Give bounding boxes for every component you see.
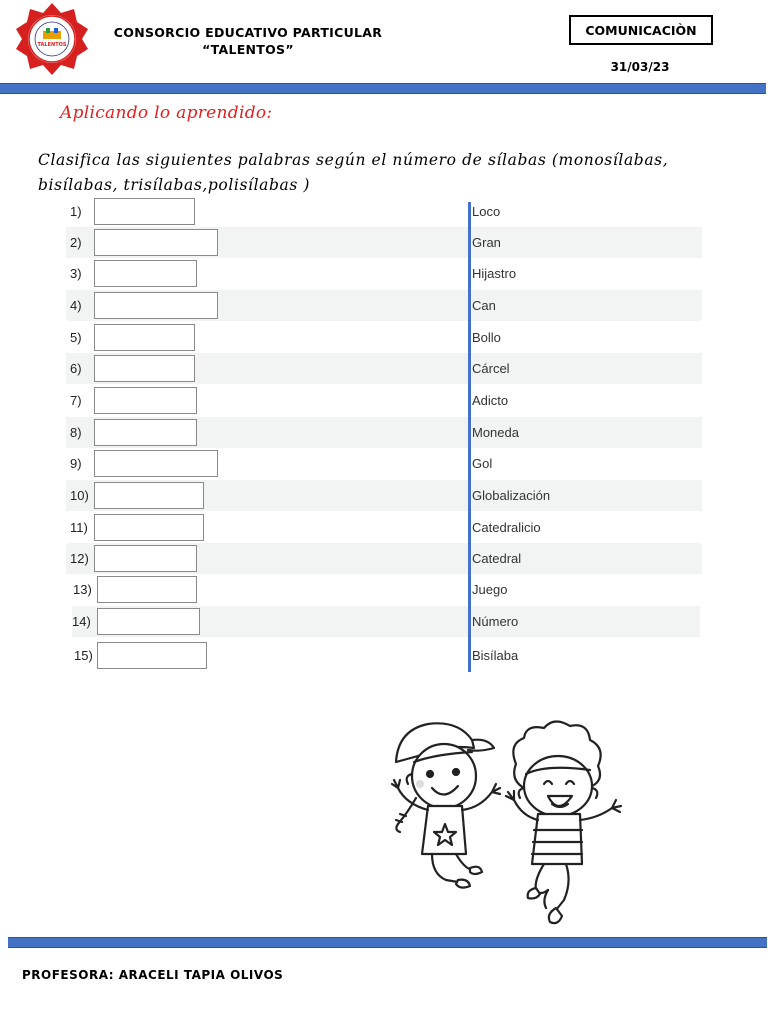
row-word: Moneda <box>472 425 519 440</box>
bottom-divider-band <box>8 937 767 948</box>
school-logo-icon <box>12 2 92 76</box>
row-number: 11) <box>70 520 88 535</box>
exercise-row <box>66 227 702 258</box>
answer-box[interactable] <box>94 355 195 382</box>
row-word: Catedralicio <box>472 520 541 535</box>
row-number: 10) <box>70 488 89 503</box>
exercise-row <box>66 448 702 479</box>
row-word: Loco <box>472 204 501 219</box>
subject-box: COMUNICACIÒN <box>569 15 713 45</box>
row-number: 12) <box>70 551 89 566</box>
exercise-row <box>66 480 702 511</box>
answer-box[interactable] <box>94 514 204 541</box>
exercise-row <box>66 543 702 574</box>
instructions-line2: bisílabas, trisílabas,polisílabas ) <box>38 176 311 194</box>
exercise-row <box>66 322 702 353</box>
top-divider-band <box>0 83 766 94</box>
kids-illustration-icon <box>376 704 638 930</box>
row-number: 1) <box>70 204 82 219</box>
answer-box[interactable] <box>94 292 218 319</box>
exercise-row <box>66 574 702 605</box>
answer-box[interactable] <box>94 198 195 225</box>
exercise-row <box>66 417 702 448</box>
row-number: 14) <box>72 614 91 629</box>
date: 31/03/23 <box>610 60 670 74</box>
row-number: 8) <box>70 425 82 440</box>
row-word: Bollo <box>472 330 501 345</box>
instructions <box>38 148 718 198</box>
exercise-row <box>72 606 700 637</box>
row-word: Adicto <box>472 393 509 408</box>
row-number: 9) <box>70 456 82 471</box>
row-word: Catedral <box>472 551 522 566</box>
answer-box[interactable] <box>97 576 197 603</box>
column-divider <box>468 202 471 672</box>
school-name-line1: CONSORCIO EDUCATIVO PARTICULAR <box>113 25 383 40</box>
teacher-name: PROFESORA: ARACELI TAPIA OLIVOS <box>22 968 284 982</box>
answer-box[interactable] <box>94 387 197 414</box>
logo-text: TALENTOS <box>37 42 67 48</box>
row-number: 4) <box>70 298 82 313</box>
answer-box[interactable] <box>94 545 197 572</box>
answer-box[interactable] <box>94 450 218 477</box>
row-word: Cárcel <box>472 361 510 376</box>
school-name <box>100 24 396 58</box>
row-number: 7) <box>70 393 82 408</box>
row-word: Gol <box>472 456 493 471</box>
exercise-row <box>66 640 702 671</box>
exercise-row <box>66 290 702 321</box>
row-word: Bisílaba <box>472 648 519 663</box>
row-number: 13) <box>73 582 92 597</box>
exercise-row <box>66 512 702 543</box>
exercise-row <box>66 258 702 289</box>
exercise-row <box>66 353 702 384</box>
row-word: Hijastro <box>472 266 517 281</box>
answer-box[interactable] <box>97 642 207 669</box>
answer-box[interactable] <box>94 260 197 287</box>
section-subtitle: Aplicando lo aprendido: <box>60 103 273 123</box>
row-word: Globalización <box>472 488 551 503</box>
row-word: Can <box>472 298 496 313</box>
row-word: Número <box>472 614 519 629</box>
answer-box[interactable] <box>94 324 195 351</box>
row-number: 15) <box>74 648 93 663</box>
answer-box[interactable] <box>94 482 204 509</box>
row-number: 6) <box>70 361 82 376</box>
exercise-row <box>66 385 702 416</box>
row-word: Juego <box>472 582 508 597</box>
instructions-line1: Clasifica las siguientes palabras según el número de sílabas (monosílabas, <box>38 151 669 169</box>
school-name-line2: “TALENTOS” <box>202 42 294 57</box>
answer-box[interactable] <box>97 608 200 635</box>
answer-box[interactable] <box>94 419 197 446</box>
row-number: 5) <box>70 330 82 345</box>
exercise-row <box>66 196 702 227</box>
answer-box[interactable] <box>94 229 218 256</box>
row-number: 2) <box>70 235 82 250</box>
row-word: Gran <box>472 235 501 250</box>
row-number: 3) <box>70 266 82 281</box>
